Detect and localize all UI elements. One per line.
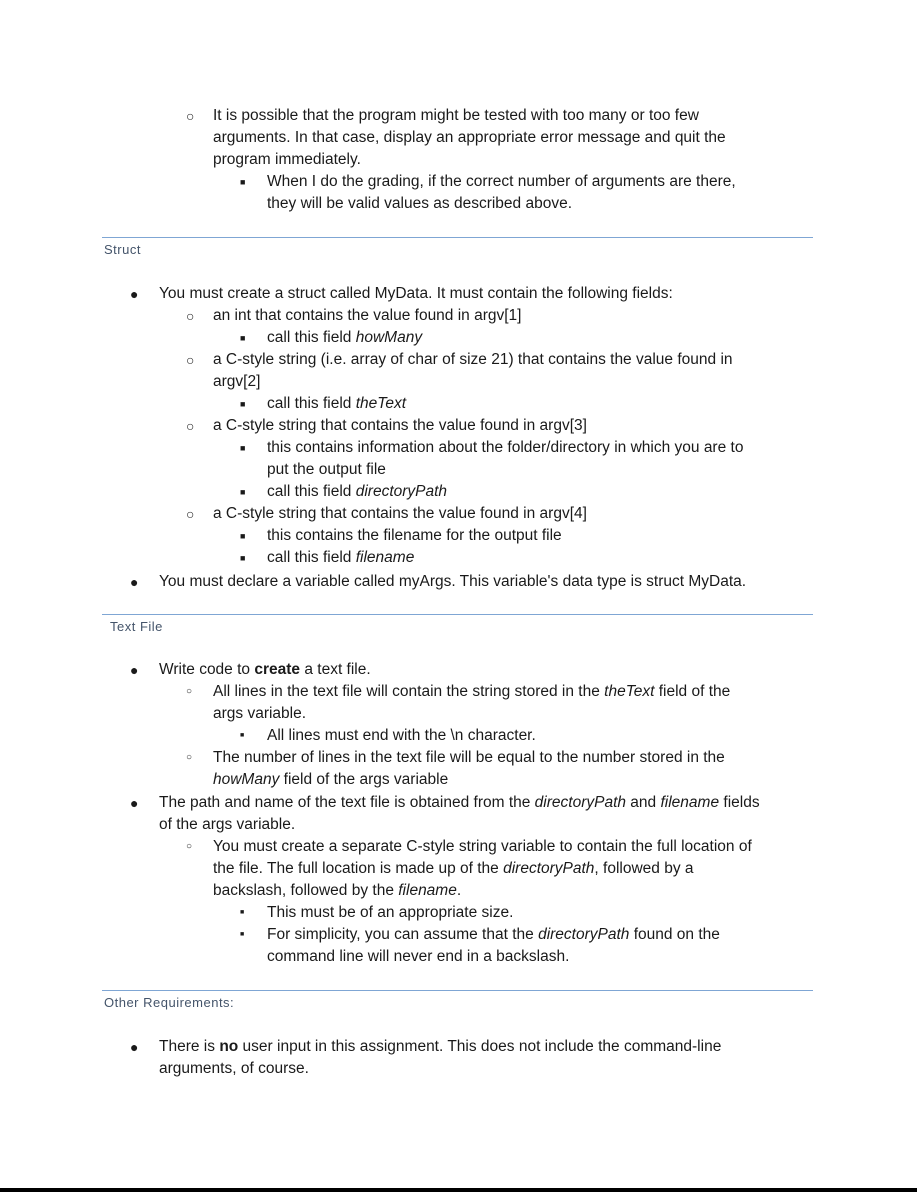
square-bullet-icon: ■: [240, 399, 246, 409]
list-item: All lines must end with the \n character.: [267, 727, 536, 744]
section-heading-struct: Struct: [104, 242, 141, 257]
paragraph-line: of the args variable.: [159, 816, 296, 833]
list-item: For simplicity, you can assume that the directoryPath found on the: [267, 926, 720, 943]
paragraph-line: they will be valid values as described above.: [267, 195, 573, 212]
square-bullet-icon: ■: [240, 177, 246, 187]
paragraph-line: program immediately.: [213, 151, 361, 168]
list-item: call this field filename: [267, 549, 415, 566]
section-divider: [102, 990, 813, 991]
small-square-bullet-icon: ■: [240, 732, 245, 739]
list-item: a C-style string that contains the value found in argv[3]: [213, 417, 587, 434]
list-item: You must create a separate C-style string variable to contain the full location of: [213, 838, 752, 855]
list-item: You must create a struct called MyData. It must contain the following fields:: [159, 285, 673, 302]
hollow-bullet-icon: ○: [186, 308, 195, 324]
paragraph-line: put the output file: [267, 461, 386, 478]
paragraph-line: backslash, followed by the filename.: [213, 882, 462, 899]
hollow-bullet-icon: ○: [186, 108, 195, 124]
paragraph-line: argv[2]: [213, 373, 261, 390]
section-heading-other-requirements: Other Requirements:: [104, 995, 235, 1010]
paragraph-line: arguments, of course.: [159, 1060, 309, 1077]
hollow-bullet-icon: ○: [186, 352, 195, 368]
list-item: You must declare a variable called myArgs. This variable's data type is struct MyData.: [159, 573, 747, 590]
small-square-bullet-icon: ■: [240, 931, 245, 938]
paragraph-line: args variable.: [213, 705, 307, 722]
square-bullet-icon: ■: [240, 487, 246, 497]
list-item: call this field theText: [267, 395, 407, 412]
small-hollow-bullet-icon: ○: [186, 752, 193, 763]
small-hollow-bullet-icon: ○: [186, 841, 193, 852]
list-item: The path and name of the text file is obtained from the directoryPath and filename fields: [159, 794, 760, 811]
list-item: a C-style string that contains the value found in argv[4]: [213, 505, 587, 522]
square-bullet-icon: ■: [240, 553, 246, 563]
square-bullet-icon: ■: [240, 333, 246, 343]
list-item: All lines in the text file will contain the string stored in the theText field of the: [213, 683, 731, 700]
hollow-bullet-icon: ○: [186, 418, 195, 434]
section-divider: [102, 614, 813, 615]
small-square-bullet-icon: ■: [240, 909, 245, 916]
square-bullet-icon: ■: [240, 531, 246, 541]
list-item: an int that contains the value found in argv[1]: [213, 307, 522, 324]
hollow-bullet-icon: ○: [186, 506, 195, 522]
list-item: This must be of an appropriate size.: [267, 904, 514, 921]
paragraph-line: When I do the grading, if the correct number of arguments are there,: [267, 173, 736, 190]
section-heading-text-file: Text File: [110, 619, 163, 634]
small-hollow-bullet-icon: ○: [186, 686, 193, 697]
bullet-icon: ●: [130, 662, 139, 678]
list-item: this contains information about the folder/directory in which you are to: [267, 439, 744, 456]
bullet-icon: ●: [130, 574, 139, 590]
paragraph-line: the file. The full location is made up of the directoryPath, followed by a: [213, 860, 694, 877]
bullet-icon: ●: [130, 286, 139, 302]
list-item: a C-style string (i.e. array of char of size 21) that contains the value found in: [213, 351, 733, 368]
list-item: call this field directoryPath: [267, 483, 448, 500]
page-bottom-border: [0, 1188, 917, 1192]
paragraph-line: arguments. In that case, display an appropriate error message and quit the: [213, 129, 726, 146]
list-item: The number of lines in the text file will be equal to the number stored in the: [213, 749, 725, 766]
square-bullet-icon: ■: [240, 443, 246, 453]
bullet-icon: ●: [130, 1039, 139, 1055]
list-item: Write code to create a text file.: [159, 661, 371, 678]
section-divider: [102, 237, 813, 238]
bullet-icon: ●: [130, 795, 139, 811]
list-item: this contains the filename for the output file: [267, 527, 562, 544]
paragraph-line: It is possible that the program might be tested with too many or too few: [213, 107, 699, 124]
list-item: call this field howMany: [267, 329, 423, 346]
paragraph-line: howMany field of the args variable: [213, 771, 449, 788]
paragraph-line: command line will never end in a backslash.: [267, 948, 570, 965]
list-item: There is no user input in this assignment. This does not include the command-line: [159, 1038, 722, 1055]
